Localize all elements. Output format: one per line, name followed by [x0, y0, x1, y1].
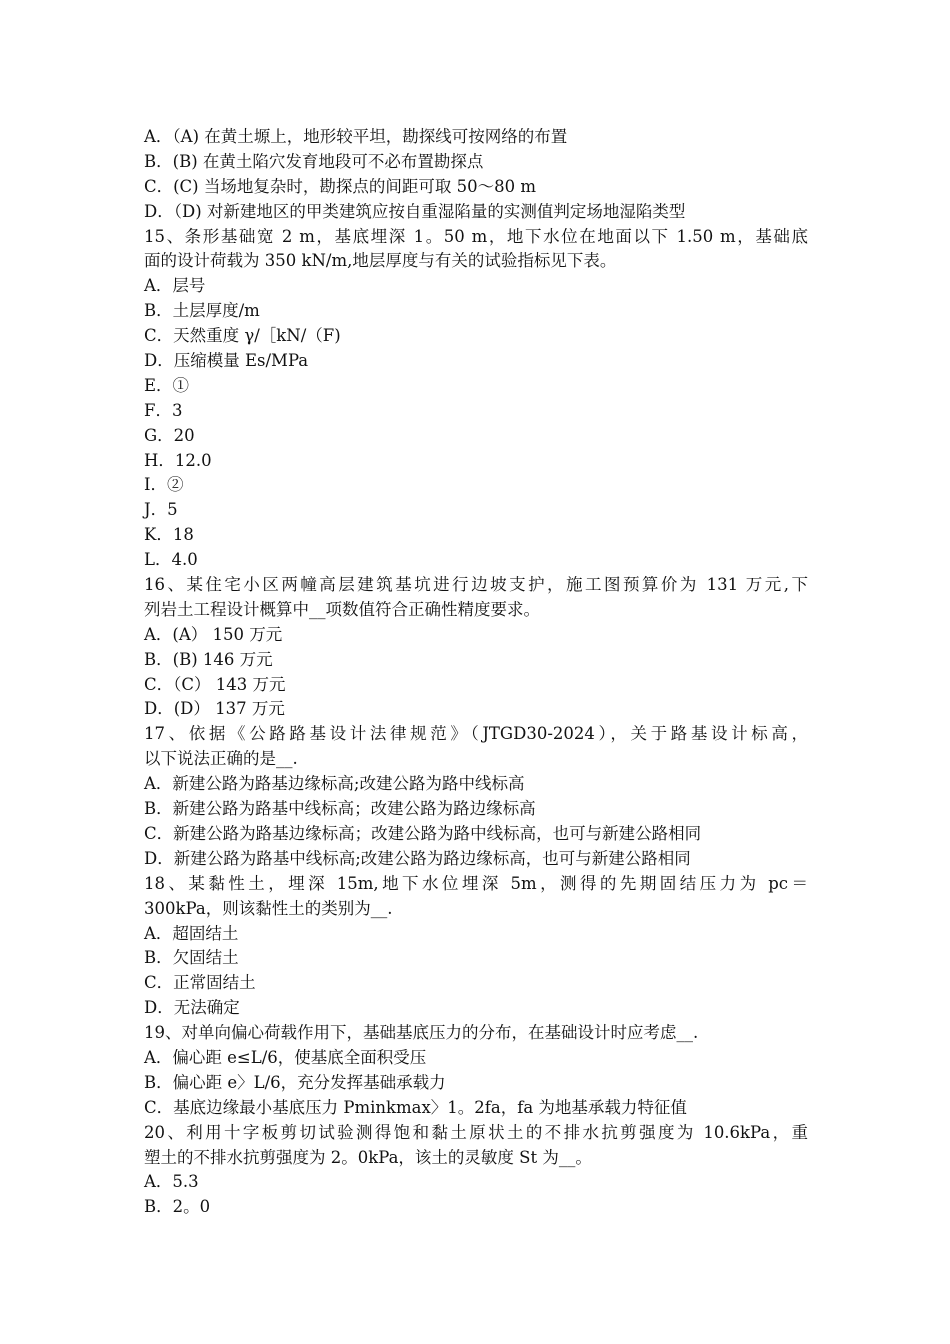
text-line: D．无法确定: [144, 998, 240, 1018]
text-line: B．(B) 在黄土陷穴发育地段可不必布置勘探点: [144, 151, 484, 171]
text-line: D．(D） 137 万元: [144, 699, 285, 719]
text-line: I．②: [144, 475, 184, 495]
text-line: 17、依据《公路路基设计法律规范》（JTGD30-2024），关于路基设计标高，: [144, 724, 808, 744]
text-line: 以下说法正确的是__.: [144, 749, 298, 769]
text-line: 20、利用十字板剪切试验测得饱和黏土原状土的不排水抗剪强度为 10.6kPa，重: [144, 1122, 808, 1142]
text-line: C．天然重度 γ/［kN/（F): [144, 326, 341, 346]
text-line: 300kPa，则该黏性土的类别为__.: [144, 898, 393, 918]
text-line: D．（D) 对新建地区的甲类建筑应按自重湿陷量的实测值判定场地湿陷类型: [144, 201, 686, 221]
text-line: A．偏心距 e≤L/6，使基底全面积受压: [144, 1047, 427, 1067]
text-line: A．5.3: [144, 1172, 199, 1192]
text-line: E．①: [144, 375, 190, 395]
text-line: C．(C) 当场地复杂时，勘探点的间距可取 50～80 m: [144, 176, 536, 196]
text-line: B．土层厚度/m: [144, 301, 260, 321]
text-line: 18、某黏性土，埋深 15m,地下水位埋深 5m，测得的先期固结压力为 pc＝: [144, 873, 808, 893]
text-line: G．20: [144, 425, 195, 445]
text-line: A．新建公路为路基边缘标高;改建公路为路中线标高: [144, 774, 525, 794]
text-line: B．新建公路为路基中线标高；改建公路为路边缘标高: [144, 799, 536, 819]
text-line: 塑土的不排水抗剪强度为 2。0kPa，该土的灵敏度 St 为__。: [144, 1147, 592, 1167]
text-line: A．层号: [144, 276, 206, 296]
text-line: B．2。0: [144, 1197, 211, 1217]
text-line: C．新建公路为路基边缘标高；改建公路为路中线标高，也可与新建公路相同: [144, 823, 702, 843]
document-body: [144, 125, 808, 1220]
text-line: K．18: [144, 525, 194, 545]
text-line: A．超固结土: [144, 923, 239, 943]
text-line: J．5: [144, 500, 178, 520]
text-line: D．新建公路为路基中线标高;改建公路为路边缘标高，也可与新建公路相同: [144, 848, 691, 868]
text-line: F．3: [144, 400, 183, 420]
text-line: L．4.0: [144, 550, 198, 570]
text-line: 15、条形基础宽 2 m，基底埋深 1。50 m，地下水位在地面以下 1.50 m，基础底: [144, 226, 808, 246]
text-line: 面的设计荷载为 350 kN/m,地层厚度与有关的试验指标见下表。: [144, 251, 617, 271]
text-line: 16、某住宅小区两幢高层建筑基坑进行边坡支护，施工图预算价为 131 万元,下: [144, 575, 808, 595]
text-line: 列岩土工程设计概算中__项数值符合正确性精度要求。: [144, 599, 540, 619]
text-line: C．（C） 143 万元: [144, 674, 286, 694]
text-line: H．12.0: [144, 450, 212, 470]
text-line: C．正常固结土: [144, 973, 256, 993]
text-line: B．偏心距 e〉L/6，充分发挥基础承载力: [144, 1072, 446, 1092]
text-line: 19、对单向偏心荷载作用下，基础基底压力的分布，在基础设计时应考虑__.: [144, 1023, 699, 1043]
text-line: B．欠固结土: [144, 948, 239, 968]
text-line: D．压缩模量 Es/MPa: [144, 351, 309, 371]
text-line: A．(A） 150 万元: [144, 624, 283, 644]
text-line: C．基底边缘最小基底压力 Pminkmax〉1。2fa，fa 为地基承载力特征值: [144, 1097, 687, 1117]
text-line: A．（A) 在黄土塬上，地形较平坦，勘探线可按网络的布置: [144, 127, 568, 146]
text-line: B．(B) 146 万元: [144, 649, 273, 669]
